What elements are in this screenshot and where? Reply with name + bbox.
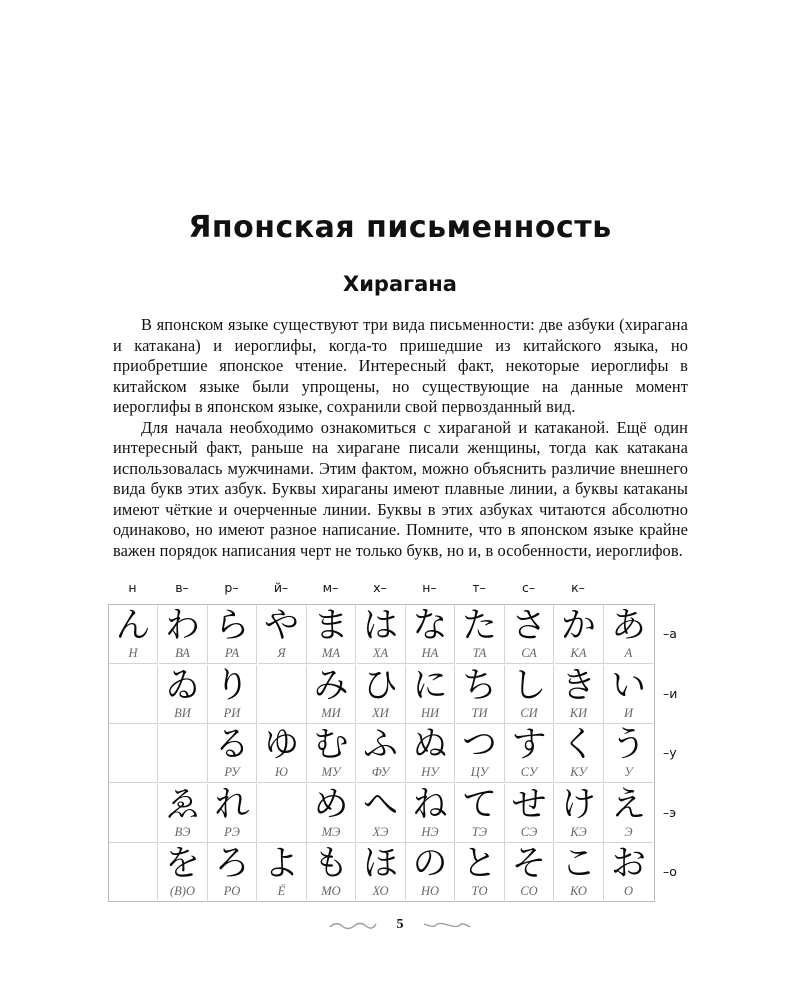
kana-cell xyxy=(555,605,604,664)
kana-character: ま xyxy=(313,606,349,646)
kana-character: か xyxy=(560,606,596,646)
kana-reading: РА xyxy=(224,646,240,660)
kana-reading: У xyxy=(624,765,633,779)
kana-character: ほ xyxy=(362,844,398,884)
kana-reading: ТА xyxy=(472,646,487,660)
kana-cell xyxy=(109,784,158,843)
kana-cell xyxy=(109,724,158,783)
kana-reading: МО xyxy=(321,884,341,898)
kana-reading: НО xyxy=(420,884,440,898)
kana-character: は xyxy=(362,606,398,646)
kana-character: め xyxy=(313,784,349,825)
kana-cell xyxy=(258,784,307,843)
kana-reading: Ю xyxy=(275,765,288,779)
kana-reading: КЭ xyxy=(570,824,587,839)
kana-cell xyxy=(604,843,653,902)
kana-character: を xyxy=(164,844,200,884)
kana-character: な xyxy=(412,606,448,646)
column-header: н xyxy=(128,580,137,595)
kana-reading: РЭ xyxy=(224,824,240,839)
kana-character: に xyxy=(412,665,448,706)
kana-cell xyxy=(159,724,208,783)
kana-character: つ xyxy=(461,725,497,765)
kana-reading: О xyxy=(623,884,634,898)
kana-reading: ФУ xyxy=(371,765,390,779)
kana-cell xyxy=(357,665,406,724)
kana-character: ん xyxy=(115,606,151,646)
kana-character: も xyxy=(313,844,349,884)
kana-cell xyxy=(406,605,455,664)
kana-cell xyxy=(604,784,653,843)
kana-reading: СУ xyxy=(520,765,538,779)
kana-character: ち xyxy=(461,665,497,706)
kana-cell xyxy=(357,605,406,664)
kana-cell xyxy=(307,724,356,783)
kana-cell xyxy=(159,605,208,664)
kana-cell xyxy=(406,665,455,724)
row-header: –а xyxy=(663,626,677,641)
kana-character: す xyxy=(511,725,547,765)
kana-cell xyxy=(208,724,257,783)
kana-reading: МИ xyxy=(321,705,341,720)
kana-cell xyxy=(456,665,505,724)
kana-character: れ xyxy=(214,784,250,825)
kana-character: え xyxy=(610,784,646,825)
column-header: й– xyxy=(273,580,289,595)
kana-character: ふ xyxy=(362,725,398,765)
kana-character: さ xyxy=(511,606,547,646)
kana-character: く xyxy=(560,725,596,765)
paragraph: Для начала необходимо ознакомиться с хираганой и катаканой. Ещё один интересный факт, раньше на хирагане писали женщины, тогда как катакана использовалась мужчинами. Этим фактом, можно объяснить различие внешнего вида букв этих азбук. Буквы хираганы имеют плавные линии, а буквы катаканы имеют чёткие и очерченные линии. Буквы в этих азбуках читаются абсолютно одинаково, но имеют разное написание. Помните, что в японском языке крайне важен порядок написания черт не только букв, но и, в особенности, иероглифов. xyxy=(113,417,688,560)
kana-cell xyxy=(406,784,455,843)
body-text xyxy=(113,315,688,561)
kana-reading: ТО xyxy=(471,884,488,898)
kana-cell xyxy=(555,784,604,843)
kana-reading: ТЭ xyxy=(471,824,488,839)
paragraph: В японском языке существуют три вида письменности: две азбуки (хирагана и катакана) и иероглифы, когда-то пришедшие из китайского языка, но приобретшие японское чтение. Интересный факт, некоторые иероглифы в китайском языке были упрощены, но существующие на данные момент иероглифы в японском языке, сохранили свой первозданный вид. xyxy=(113,315,688,416)
kana-cell xyxy=(357,724,406,783)
kana-reading: РУ xyxy=(224,765,240,779)
kana-reading: (В)О xyxy=(170,884,195,898)
kana-cell xyxy=(505,665,554,724)
kana-character: や xyxy=(263,606,299,646)
kana-cell xyxy=(208,784,257,843)
kana-character: ろ xyxy=(214,844,250,884)
kana-character: ね xyxy=(412,784,448,825)
kana-cell xyxy=(307,605,356,664)
column-header: н– xyxy=(422,580,437,595)
kana-reading: СИ xyxy=(520,705,538,720)
kana-reading: И xyxy=(623,705,634,720)
kana-reading: КО xyxy=(570,884,587,898)
kana-character: こ xyxy=(560,844,596,884)
kana-reading: РО xyxy=(223,884,241,898)
kana-cell xyxy=(555,724,604,783)
kana-reading: КУ xyxy=(570,765,587,779)
kana-character: き xyxy=(560,665,596,706)
column-header: х– xyxy=(373,580,387,595)
kana-cell xyxy=(258,665,307,724)
kana-character: る xyxy=(214,725,250,765)
right-ornament xyxy=(422,919,472,931)
kana-reading: МА xyxy=(321,646,341,660)
kana-character: み xyxy=(313,665,349,706)
kana-reading: Э xyxy=(624,824,633,839)
kana-character: む xyxy=(313,725,349,765)
column-header: с– xyxy=(521,580,536,595)
kana-cell xyxy=(505,605,554,664)
kana-character: た xyxy=(461,606,497,646)
column-header: к– xyxy=(571,580,585,595)
kana-character: り xyxy=(214,665,250,706)
kana-cell xyxy=(258,724,307,783)
kana-cell xyxy=(258,843,307,902)
kana-character: け xyxy=(560,784,596,825)
kana-character: ゑ xyxy=(164,784,200,825)
column-header: р– xyxy=(224,580,239,595)
section-title: Хирагана xyxy=(343,272,457,296)
column-header: т– xyxy=(472,580,486,595)
kana-reading: МЭ xyxy=(321,824,341,839)
hiragana-grid xyxy=(108,604,655,902)
kana-cell xyxy=(604,665,653,724)
kana-character: お xyxy=(610,844,646,884)
kana-reading: ВЭ xyxy=(174,824,191,839)
kana-reading: ХА xyxy=(372,646,389,660)
kana-character: ら xyxy=(214,606,250,646)
kana-character: ぬ xyxy=(412,725,448,765)
kana-cell xyxy=(357,843,406,902)
kana-character: ゐ xyxy=(164,665,200,706)
kana-cell xyxy=(406,724,455,783)
kana-cell xyxy=(505,843,554,902)
kana-character: ひ xyxy=(362,665,398,706)
kana-reading: МУ xyxy=(321,765,341,779)
page-footer xyxy=(0,915,800,939)
kana-reading: РИ xyxy=(223,705,241,720)
kana-reading: ВА xyxy=(175,646,190,660)
kana-cell xyxy=(357,784,406,843)
kana-cell xyxy=(307,843,356,902)
kana-reading: ХИ xyxy=(372,705,389,720)
kana-cell xyxy=(505,724,554,783)
kana-reading: ВИ xyxy=(174,705,191,720)
left-ornament xyxy=(328,919,378,931)
kana-cell xyxy=(208,665,257,724)
kana-cell xyxy=(208,605,257,664)
kana-cell xyxy=(604,605,653,664)
kana-reading: НИ xyxy=(420,705,440,720)
kana-character: と xyxy=(461,844,497,884)
kana-cell xyxy=(109,843,158,902)
kana-reading: СО xyxy=(520,884,538,898)
kana-reading: ХЭ xyxy=(372,824,389,839)
kana-reading: КА xyxy=(570,646,587,660)
kana-cell xyxy=(109,605,158,664)
kana-character: ゆ xyxy=(263,725,299,765)
kana-cell xyxy=(505,784,554,843)
kana-cell xyxy=(208,843,257,902)
kana-character: よ xyxy=(263,844,299,884)
kana-character: の xyxy=(412,844,448,884)
row-header: –э xyxy=(663,804,677,820)
kana-reading: НЭ xyxy=(421,824,439,839)
kana-cell xyxy=(456,784,505,843)
kana-reading: А xyxy=(624,646,633,660)
column-header: м– xyxy=(322,580,339,595)
kana-reading: ХО xyxy=(372,884,389,898)
kana-character: し xyxy=(511,665,547,706)
kana-character: て xyxy=(461,784,497,825)
kana-cell xyxy=(109,665,158,724)
kana-character: せ xyxy=(511,784,547,825)
kana-reading: ЦУ xyxy=(470,765,489,779)
kana-reading: Я xyxy=(277,646,286,660)
row-header: –о xyxy=(663,864,677,879)
kana-reading: НУ xyxy=(421,765,439,779)
column-headers xyxy=(108,580,658,602)
kana-cell xyxy=(159,843,208,902)
kana-reading: Ё xyxy=(277,884,286,898)
kana-character: あ xyxy=(610,606,646,646)
kana-cell xyxy=(406,843,455,902)
kana-character: わ xyxy=(164,606,200,646)
kana-character: う xyxy=(610,725,646,765)
kana-cell xyxy=(555,665,604,724)
kana-cell xyxy=(604,724,653,783)
page-title: Японская письменность xyxy=(188,210,612,245)
kana-reading: КИ xyxy=(569,705,588,720)
kana-cell xyxy=(307,665,356,724)
kana-reading: ТИ xyxy=(471,705,488,720)
page-number: 5 xyxy=(396,917,404,932)
kana-reading: Н xyxy=(128,646,138,660)
kana-character: そ xyxy=(511,844,547,884)
row-header: –у xyxy=(663,745,677,760)
kana-cell xyxy=(456,724,505,783)
kana-cell xyxy=(456,605,505,664)
kana-cell xyxy=(159,665,208,724)
kana-cell xyxy=(456,843,505,902)
kana-reading: НА xyxy=(421,646,439,660)
column-header: в– xyxy=(175,580,189,595)
kana-cell xyxy=(258,605,307,664)
kana-cell xyxy=(555,843,604,902)
kana-cell xyxy=(159,784,208,843)
kana-character: い xyxy=(610,665,646,706)
kana-reading: СЭ xyxy=(520,824,538,839)
kana-cell xyxy=(307,784,356,843)
kana-character: へ xyxy=(362,784,398,825)
kana-reading: СА xyxy=(521,646,537,660)
row-header: –и xyxy=(663,685,678,701)
